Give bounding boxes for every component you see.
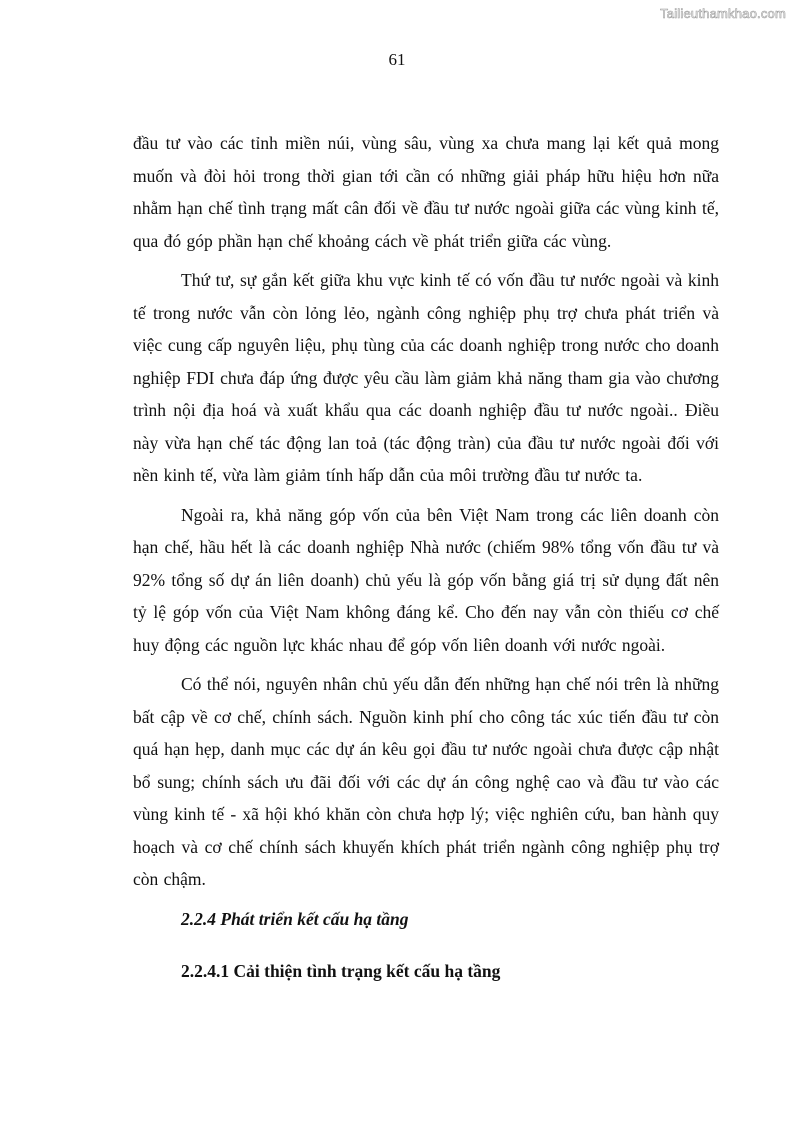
section-heading: 2.2.4 Phát triển kết cấu hạ tầng — [181, 908, 409, 929]
paragraph-continuation: đầu tư vào các tỉnh miền núi, vùng sâu, vùng xa chưa mang lại kết quả mong muốn và đòi hỏi trong thời gian tới cần có những giải pháp hữu hiệu hơn nữa nhằm hạn chế tình trạng mất cân đối về đầu tư nước ngoài giữa các vùng kinh tế, qua đó góp phần hạn chế khoảng cách về phát triển giữa các vùng. — [133, 133, 719, 251]
paragraph-fourth-point: Thứ tư, sự gắn kết giữa khu vực kinh tế có vốn đầu tư nước ngoài và kinh tế trong nước vẫn còn lỏng lẻo, ngành công nghiệp phụ trợ chưa phát triển và việc cung cấp nguyên liệu, phụ tùng của các doanh nghiệp trong nước cho doanh nghiệp FDI chưa đáp ứng được yêu cầu làm giảm khả năng tham gia vào chương trình nội địa hoá và xuất khẩu qua các doanh nghiệp đầu tư nước ngoài.. Điều này vừa hạn chế tác động lan toả (tác động tràn) của đầu tư nước ngoài đối với nền kinh tế, vừa làm giảm tính hấp dẫn của môi trường đầu tư nước ta. — [133, 270, 719, 485]
paragraph-causes: Có thể nói, nguyên nhân chủ yếu dẫn đến những hạn chế nói trên là những bất cập về cơ chế, chính sách. Nguồn kinh phí cho công tác xúc tiến đầu tư còn quá hạn hẹp, danh mục các dự án kêu gọi đầu tư nước ngoài chưa được cập nhật bổ sung; chính sách ưu đãi đối với các dự án công nghệ cao và đầu tư vào các vùng kinh tế - xã hội khó khăn còn chưa hợp lý; việc nghiên cứu, ban hành quy hoạch và cơ chế chính sách khuyến khích phát triển ngành công nghiệp phụ trợ còn chậm. — [133, 674, 719, 889]
document-body — [133, 127, 719, 987]
paragraph-capital-contribution: Ngoài ra, khả năng góp vốn của bên Việt Nam trong các liên doanh còn hạn chế, hầu hết là các doanh nghiệp Nhà nước (chiếm 98% tổng vốn đầu tư và 92% tổng số dự án liên doanh) chủ yếu là góp vốn bằng giá trị sử dụng đất nên tỷ lệ góp vốn của Việt Nam không đáng kể. Cho đến nay vẫn còn thiếu cơ chế huy động các nguồn lực khác nhau để góp vốn liên doanh với nước ngoài. — [133, 504, 719, 655]
page-number: 61 — [388, 50, 406, 69]
subsection-heading: 2.2.4.1 Cải thiện tình trạng kết cấu hạ tầng — [181, 960, 501, 981]
watermark-text: Tailieuthamkhao.com — [660, 6, 786, 21]
